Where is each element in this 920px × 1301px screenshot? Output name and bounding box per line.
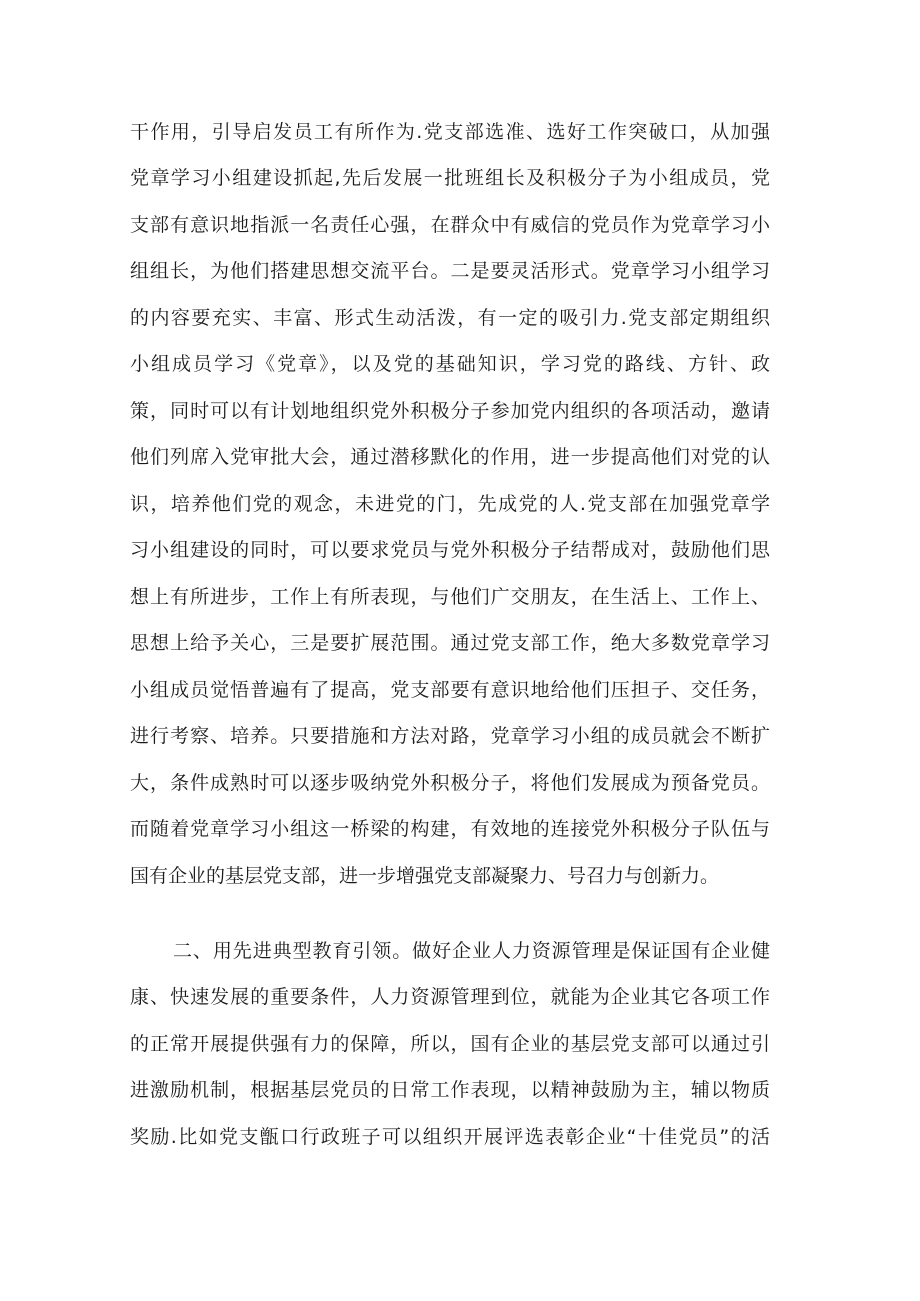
text-line: 组组长，为他们搭建思想交流平台。二是要灵活形式。党章学习小组学习	[130, 260, 770, 282]
paragraph-start-line: 二、用先进典型教育引领。做好企业人力资源管理是保证国有企业健	[173, 940, 770, 962]
text-line: 的内容要充实、丰富、形式生动活泼，有一定的吸引力.党支部定期组织	[130, 307, 770, 329]
text-line: 习小组建设的同时，可以要求党员与党外积极分子结帮成对，鼓励他们思	[130, 539, 770, 561]
paragraph-end-line: 国有企业的基层党支部，进一步增强党支部凝聚力、号召力与创新力。	[130, 865, 720, 887]
text-line: 支部有意识地指派一名责任心强，在群众中有威信的党员作为党章学习小	[130, 214, 770, 236]
text-line: 小组成员觉悟普遍有了提高，党支部要有意识地给他们压担子、交任务，	[130, 679, 770, 701]
text-line: 想上有所进步，工作上有所表现，与他们广交朋友，在生活上、工作上、	[130, 586, 770, 608]
text-line: 进行考察、培养。只要措施和方法对路，党章学习小组的成员就会不断扩	[130, 725, 770, 747]
text-line: 小组成员学习《党章》，以及党的基础知识，学习党的路线、方针、政	[130, 353, 770, 375]
text-line: 干作用，引导启发员工有所作为.党支部选准、选好工作突破口，从加强	[130, 121, 770, 143]
text-line: 奖励.比如党支甑口行政班子可以组织开展评选表彰企业“十佳党员”的活	[130, 1126, 770, 1148]
text-line: 思想上给予关心，三是要扩展范围。通过党支部工作，绝大多数党章学习	[130, 632, 770, 654]
text-line: 他们列席入党审批大会，通过潜移默化的作用，进一步提高他们对党的认	[130, 446, 770, 468]
text-line: 策，同时可以有计划地组织党外积极分子参加党内组织的各项活动，邀请	[130, 400, 770, 422]
text-line: 的正常开展提供强有力的保障，所以，国有企业的基层党支部可以通过引	[130, 1033, 770, 1055]
text-line: 党章学习小组建设抓起,先后发展一批班组长及积极分子为小组成员，党	[130, 167, 770, 189]
text-line: 而随着党章学习小组这一桥梁的构建，有效地的连接党外积极分子队伍与	[130, 818, 770, 840]
text-line: 进激励机制，根据基层党员的日常工作表现，以精神鼓励为主，辅以物质	[130, 1079, 770, 1101]
text-line: 识，培养他们党的观念，未进党的门，先成党的人.党支部在加强党章学	[130, 493, 770, 515]
text-line: 康、快速发展的重要条件，人力资源管理到位，就能为企业其它各项工作	[130, 986, 770, 1008]
text-line: 大，条件成熟时可以逐步吸纳党外积极分子，将他们发展成为预备党员。	[130, 772, 770, 794]
